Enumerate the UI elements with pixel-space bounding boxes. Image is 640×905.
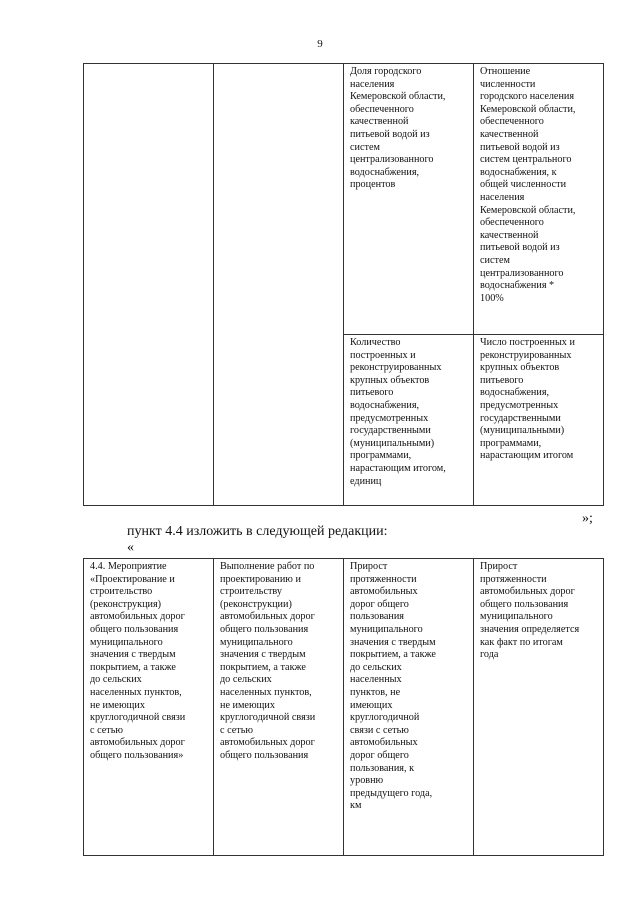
instruction-text: пункт 4.4 изложить в следующей редакции: [127,524,388,539]
table2-method-text: Прирост протяженности автомобильных дорог общего пользования муниципального значения определяется как факт по итогам года [480,561,580,661]
table2-cell-activity [84,559,214,856]
table2-indicator-text: Прирост протяженности автомобильных дорог общего пользования муниципального значения с твердым покрытием, а также до сельских населенных пунктов, не имеющих круглогодичной связи с сетью автомобильных дорог общего пользования, к уровню предыдущего года, км [350,561,436,812]
table2-activity-text: 4.4. Мероприятие «Проектирование и строительство (реконструкция) автомобильных дорог общего пользования муниципального значения с твердым покрытием, а также до сельских населенных пунктов, не имеющих круглогодичной связи с сетью автомобильных дорог общего пользования» [90,561,186,761]
table2-cell-task [214,559,344,856]
table-row [84,559,604,856]
table2-cell-indicator [344,559,474,856]
table1-indicator-text: Количество построенных и реконструированных крупных объектов питьевого водоснабжения, предусмотренных государственными (муниципальными) программами, нарастающим итогом, единиц [350,337,446,487]
activity-4-4-table [83,558,604,856]
table1-cell-indicator [344,64,474,335]
table1-indicator-text: Доля городского населения Кемеровской области, обеспеченного качественной питьевой водой из систем централизованного водоснабжения, процентов [350,66,446,191]
indicators-table-continued [83,63,604,506]
table-row [84,64,604,335]
table1-cell-indicator [344,335,474,506]
table1-method-text: Отношение численности городского населения Кемеровской области, обеспеченного качественной питьевой водой из систем центрального водоснабжения, к общей численности населения Кемеровской области, обеспеченного качественной питьевой водой из систем централизованного водоснабжения * 100% [480,66,576,304]
table2-task-text: Выполнение работ по проектированию и строительству (реконструкции) автомобильных дорог общего пользования муниципального значения с твердым покрытием, а также до сельских населенных пунктов, не имеющих круглогодичной связи с сетью автомобильных дорог общего пользования [220,561,316,761]
table1-cell-activity [84,64,214,506]
table1-cell-method [474,335,604,506]
table2-cell-method [474,559,604,856]
table1-method-text: Число построенных и реконструированных крупных объектов питьевого водоснабжения, предусмотренных государственными (муниципальными) программами, нарастающим итогом [480,337,575,462]
opening-quote: « [127,540,134,555]
page-number: 9 [317,38,323,50]
table1-cell-task [214,64,344,506]
closing-quote: »; [582,511,593,526]
table1-cell-method [474,64,604,335]
